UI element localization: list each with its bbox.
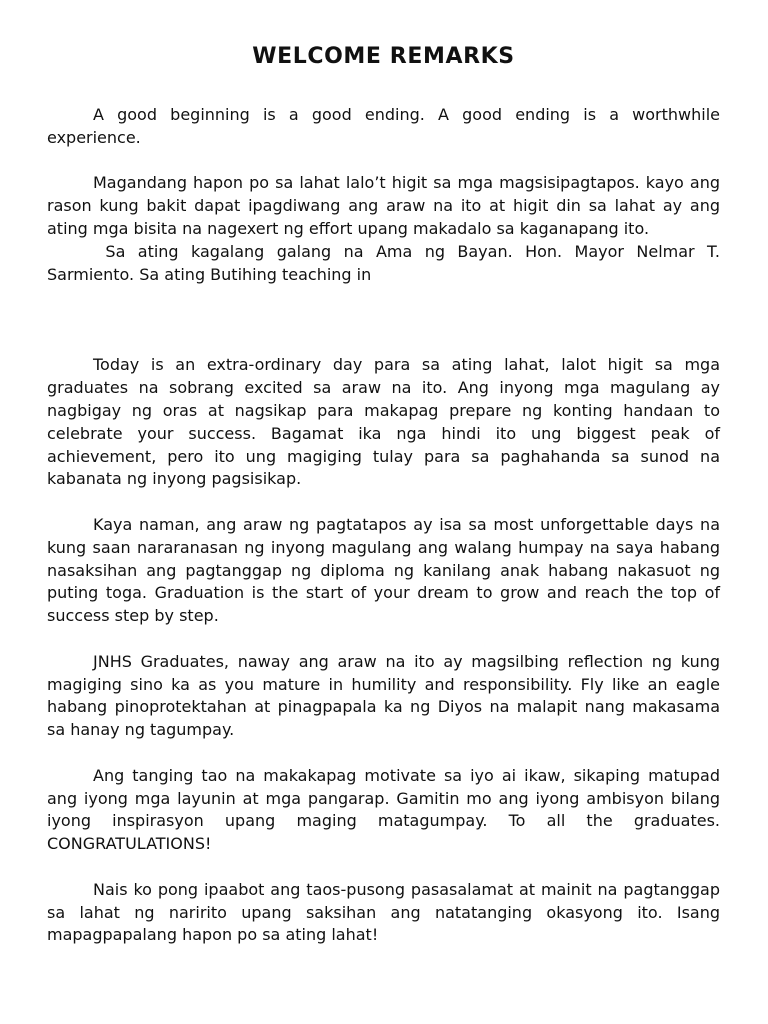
document-page [47, 40, 726, 947]
paragraph-gap [47, 628, 720, 651]
paragraph-gap [47, 286, 720, 354]
paragraph-motivation: Ang tanging tao na makakapag motivate sa iyo ai ikaw, sikaping matupad ang iyong mga layunin at mga pangarap. Gamitin mo ang iyong ambisyon bilang iyong inspirasyon upang maging matagumpay. To all the graduates. CONGRATULATIONS! [47, 765, 726, 854]
paragraph-opening: A good beginning is a good ending. A good ending is a worthwhile experience. [47, 105, 726, 147]
paragraph-gap [47, 742, 720, 765]
paragraph-jnhs-graduates: JNHS Graduates, naway ang araw na ito ay magsilbing reflection ng kung magiging sino ka as you mature in humility and responsibility. Fly like an eagle habang pinoprotektahan at pinagpapala ka ng Diyos na malapit nang makasama sa hanay ng tagumpay. [47, 651, 726, 740]
paragraph-gap [47, 491, 720, 514]
paragraph-acknowledgement: Sa ating kagalang galang na Ama ng Bayan. Hon. Mayor Nelmar T. Sarmiento. Sa ating Butihing teaching in [47, 241, 726, 284]
paragraph-greeting: Magandang hapon po sa lahat lalo’t higit sa mga magsisipagtapos. kayo ang rason kung bakit dapat ipagdiwang ang araw na ito at higit din sa lahat ay ang ating mga bisita na nagexert ng effort upang makadalo sa kaganapang ito. [47, 173, 726, 238]
document-title: WELCOME REMARKS [252, 44, 515, 69]
paragraph-gap [47, 150, 720, 173]
paragraph-today: Today is an extra-ordinary day para sa ating lahat, lalot higit sa mga graduates na sobrang excited sa araw na ito. Ang inyong mga magulang ay nagbigay ng oras at nagsikap para makapag prepare ng konting handaan to celebrate your success. Bagamat ika nga hindi ito ung biggest peak of achievement, pero ito ung magiging tulay para sa paghahanda sa sunod na kabanata ng inyong pagsisikap. [47, 355, 726, 489]
paragraph-closing: Nais ko pong ipaabot ang taos-pusong pasasalamat at mainit na pagtanggap sa lahat ng naririto upang saksihan ang natatanging okasyong ito. Isang mapagpapalang hapon po sa ating lahat! [47, 879, 726, 945]
paragraph-gap [47, 856, 720, 879]
paragraph-graduation-day: Kaya naman, ang araw ng pagtatapos ay isa sa most unforgettable days na kung saan nararanasan ng inyong magulang ang walang humpay na saya habang nasaksihan ang pagtanggap ng diploma ng kanilang anak habang nakasuot ng puting toga. Graduation is the start of your dream to grow and reach the top of success step by step. [47, 514, 726, 626]
